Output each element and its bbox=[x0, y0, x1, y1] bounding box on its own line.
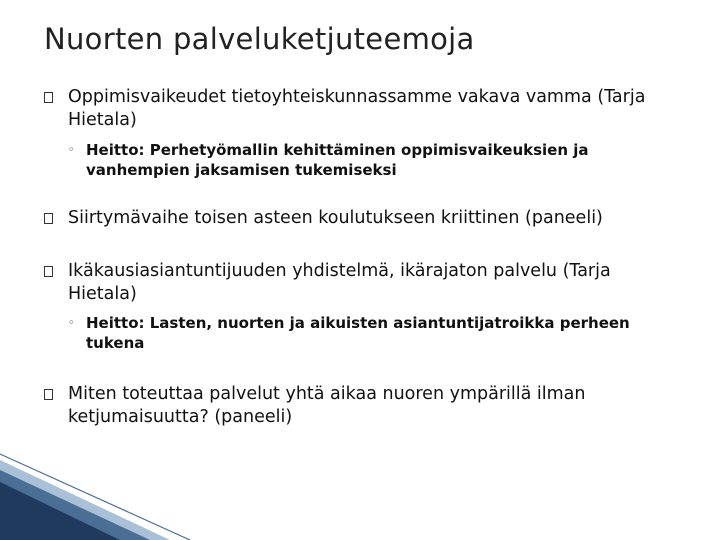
square-bullet-icon bbox=[44, 92, 53, 103]
bullet-text: Miten toteuttaa palvelut yhtä aikaa nuoren ympärillä ilman ketjumaisuutta? (paneeli) bbox=[68, 384, 586, 427]
square-bullet-icon bbox=[44, 213, 53, 224]
corner-swoosh-decoration bbox=[0, 440, 720, 540]
bullet-item bbox=[44, 86, 684, 132]
ring-bullet-icon: ◦ bbox=[68, 143, 75, 156]
sub-bullet-text: Heitto: Perhetyömallin kehittäminen oppimisvaikeuksien ja vanhempien jaksamisen tukemiseksi bbox=[86, 141, 589, 179]
sub-bullet-item bbox=[44, 313, 684, 353]
sub-bullet-item bbox=[44, 140, 684, 180]
ring-bullet-icon: ◦ bbox=[68, 316, 75, 329]
square-bullet-icon bbox=[44, 266, 53, 277]
bullet-item bbox=[44, 383, 684, 429]
bullet-text: Oppimisvaikeudet tietoyhteiskunnassamme vakava vamma (Tarja Hietala) bbox=[68, 87, 646, 130]
bullet-text: Siirtymävaihe toisen asteen koulutukseen kriittinen (paneeli) bbox=[68, 208, 603, 228]
bullet-list bbox=[44, 86, 684, 429]
bullet-item bbox=[44, 260, 684, 306]
bullet-text: Ikäkausiasiantuntijuuden yhdistelmä, ikärajaton palvelu (Tarja Hietala) bbox=[68, 261, 611, 304]
bullet-item bbox=[44, 207, 684, 230]
sub-bullet-text: Heitto: Lasten, nuorten ja aikuisten asiantuntijatroikka perheen tukena bbox=[86, 314, 630, 352]
square-bullet-icon bbox=[44, 389, 53, 400]
slide-title: Nuorten palveluketjuteemoja bbox=[44, 22, 475, 56]
